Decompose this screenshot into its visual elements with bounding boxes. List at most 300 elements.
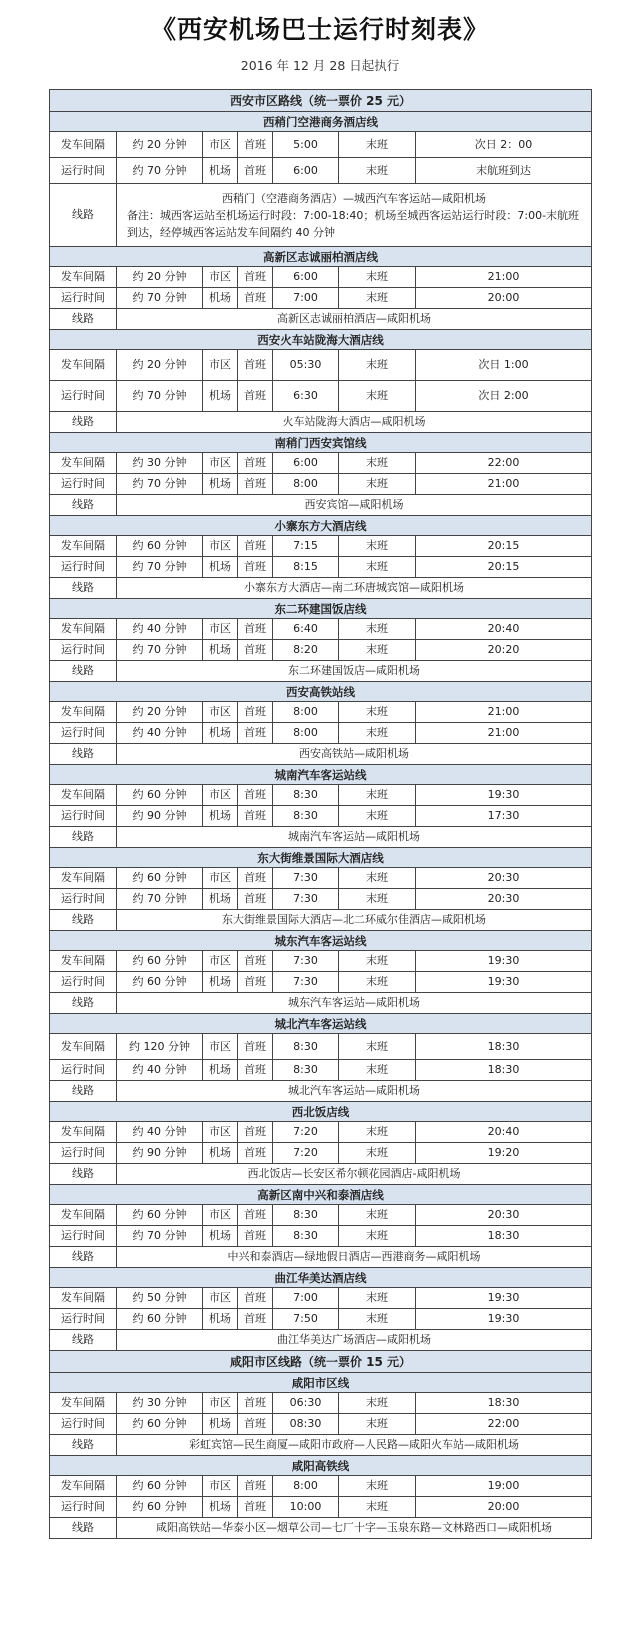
first-bus-label: 首班 bbox=[238, 1143, 273, 1164]
route-header-row bbox=[50, 1102, 592, 1122]
duration-label: 运行时间 bbox=[50, 288, 117, 309]
last-bus-label: 末班 bbox=[339, 1060, 416, 1081]
interval-label: 发车间隔 bbox=[50, 1205, 117, 1226]
route-header-row bbox=[50, 1456, 592, 1476]
route-header-row bbox=[50, 247, 592, 267]
interval-label: 发车间隔 bbox=[50, 785, 117, 806]
route-label: 线路 bbox=[50, 578, 117, 599]
route-path-row bbox=[50, 661, 592, 682]
last-bus-label: 末班 bbox=[339, 1205, 416, 1226]
duration-value: 约 70 分钟 bbox=[117, 288, 203, 309]
airport-last-time: 20:30 bbox=[416, 889, 592, 910]
duration-value: 约 70 分钟 bbox=[117, 381, 203, 412]
route-path-row bbox=[50, 1247, 592, 1268]
last-bus-label: 末班 bbox=[339, 1393, 416, 1414]
duration-value: 约 70 分钟 bbox=[117, 474, 203, 495]
duration-row bbox=[50, 1060, 592, 1081]
last-bus-label: 末班 bbox=[339, 972, 416, 993]
airport-last-time: 21:00 bbox=[416, 474, 592, 495]
route-label: 线路 bbox=[50, 744, 117, 765]
duration-value: 约 60 分钟 bbox=[117, 1309, 203, 1330]
duration-row bbox=[50, 1143, 592, 1164]
city-first-time: 8:00 bbox=[273, 702, 339, 723]
duration-value: 约 70 分钟 bbox=[117, 158, 203, 184]
duration-label: 运行时间 bbox=[50, 806, 117, 827]
city-last-time: 20:40 bbox=[416, 1122, 592, 1143]
interval-label: 发车间隔 bbox=[50, 267, 117, 288]
last-bus-label: 末班 bbox=[339, 1226, 416, 1247]
last-bus-label: 末班 bbox=[339, 1288, 416, 1309]
route-path-row bbox=[50, 993, 592, 1014]
route-path: 火车站陇海大酒店—咸阳机场 bbox=[117, 412, 592, 433]
airport-first-time: 6:00 bbox=[273, 158, 339, 184]
interval-row bbox=[50, 1034, 592, 1060]
route-path: 城东汽车客运站—咸阳机场 bbox=[117, 993, 592, 1014]
interval-row bbox=[50, 1205, 592, 1226]
origin-city-label: 市区 bbox=[203, 536, 238, 557]
interval-value: 约 60 分钟 bbox=[117, 1205, 203, 1226]
last-bus-label: 末班 bbox=[339, 1122, 416, 1143]
duration-row bbox=[50, 640, 592, 661]
duration-label: 运行时间 bbox=[50, 1414, 117, 1435]
city-first-time: 8:00 bbox=[273, 1476, 339, 1497]
city-last-time: 22:00 bbox=[416, 453, 592, 474]
last-bus-label: 末班 bbox=[339, 1309, 416, 1330]
route-note: 备注：城西客运站至机场运行时段：7:00-18:40；机场至城西客运站运行时段：7:00-末航班到达，经停城西客运站发车间隔约 40 分钟 bbox=[127, 208, 580, 239]
city-last-time: 20:30 bbox=[416, 868, 592, 889]
interval-value: 约 40 分钟 bbox=[117, 619, 203, 640]
airport-first-time: 7:50 bbox=[273, 1309, 339, 1330]
interval-label: 发车间隔 bbox=[50, 868, 117, 889]
duration-label: 运行时间 bbox=[50, 474, 117, 495]
last-bus-label: 末班 bbox=[339, 1034, 416, 1060]
last-bus-label: 末班 bbox=[339, 350, 416, 381]
last-bus-label: 末班 bbox=[339, 785, 416, 806]
city-first-time: 06:30 bbox=[273, 1393, 339, 1414]
last-bus-label: 末班 bbox=[339, 474, 416, 495]
airport-last-time: 17:30 bbox=[416, 806, 592, 827]
schedule-body bbox=[50, 90, 592, 1539]
airport-last-time: 20:00 bbox=[416, 1497, 592, 1518]
last-bus-label: 末班 bbox=[339, 868, 416, 889]
interval-row bbox=[50, 132, 592, 158]
interval-row bbox=[50, 1476, 592, 1497]
duration-value: 约 60 分钟 bbox=[117, 1414, 203, 1435]
first-bus-label: 首班 bbox=[238, 453, 273, 474]
origin-airport-label: 机场 bbox=[203, 1497, 238, 1518]
interval-label: 发车间隔 bbox=[50, 702, 117, 723]
route-path-row bbox=[50, 309, 592, 330]
first-bus-label: 首班 bbox=[238, 158, 273, 184]
route-path-row bbox=[50, 412, 592, 433]
route-path-row bbox=[50, 184, 592, 247]
city-last-time: 20:40 bbox=[416, 619, 592, 640]
city-last-time: 19:00 bbox=[416, 1476, 592, 1497]
route-label: 线路 bbox=[50, 1518, 117, 1539]
route-label: 线路 bbox=[50, 184, 117, 247]
route-path: 西安高铁站—咸阳机场 bbox=[117, 744, 592, 765]
duration-value: 约 60 分钟 bbox=[117, 1497, 203, 1518]
last-bus-label: 末班 bbox=[339, 1497, 416, 1518]
origin-city-label: 市区 bbox=[203, 1205, 238, 1226]
route-name: 曲江华美达酒店线 bbox=[50, 1268, 592, 1288]
interval-row bbox=[50, 536, 592, 557]
airport-first-time: 8:00 bbox=[273, 723, 339, 744]
origin-city-label: 市区 bbox=[203, 619, 238, 640]
city-last-time: 21:00 bbox=[416, 702, 592, 723]
route-header-row bbox=[50, 682, 592, 702]
route-label: 线路 bbox=[50, 412, 117, 433]
airport-first-time: 10:00 bbox=[273, 1497, 339, 1518]
route-path: 小寨东方大酒店—南二环唐城宾馆—咸阳机场 bbox=[117, 578, 592, 599]
route-path: 咸阳高铁站—华泰小区—烟草公司—七厂十字—玉泉东路—文林路西口—咸阳机场 bbox=[117, 1518, 592, 1539]
duration-value: 约 40 分钟 bbox=[117, 1060, 203, 1081]
route-label: 线路 bbox=[50, 910, 117, 931]
duration-row bbox=[50, 972, 592, 993]
airport-last-time: 19:30 bbox=[416, 1309, 592, 1330]
first-bus-label: 首班 bbox=[238, 1122, 273, 1143]
duration-row bbox=[50, 1497, 592, 1518]
first-bus-label: 首班 bbox=[238, 1060, 273, 1081]
airport-first-time: 8:30 bbox=[273, 1060, 339, 1081]
origin-city-label: 市区 bbox=[203, 951, 238, 972]
route-header-row bbox=[50, 931, 592, 951]
route-path-row bbox=[50, 827, 592, 848]
section-header-row bbox=[50, 1351, 592, 1373]
last-bus-label: 末班 bbox=[339, 267, 416, 288]
last-bus-label: 末班 bbox=[339, 702, 416, 723]
origin-airport-label: 机场 bbox=[203, 557, 238, 578]
interval-value: 约 60 分钟 bbox=[117, 1476, 203, 1497]
origin-airport-label: 机场 bbox=[203, 1309, 238, 1330]
interval-label: 发车间隔 bbox=[50, 132, 117, 158]
airport-last-time: 末航班到达 bbox=[416, 158, 592, 184]
interval-value: 约 60 分钟 bbox=[117, 536, 203, 557]
section-title: 西安市区路线（统一票价 25 元） bbox=[50, 90, 592, 112]
origin-city-label: 市区 bbox=[203, 785, 238, 806]
interval-label: 发车间隔 bbox=[50, 1393, 117, 1414]
city-last-time: 次日 1:00 bbox=[416, 350, 592, 381]
interval-label: 发车间隔 bbox=[50, 536, 117, 557]
first-bus-label: 首班 bbox=[238, 619, 273, 640]
airport-first-time: 7:30 bbox=[273, 889, 339, 910]
origin-city-label: 市区 bbox=[203, 132, 238, 158]
first-bus-label: 首班 bbox=[238, 868, 273, 889]
city-first-time: 8:30 bbox=[273, 1205, 339, 1226]
route-path: 高新区志诚丽柏酒店—咸阳机场 bbox=[117, 309, 592, 330]
interval-value: 约 60 分钟 bbox=[117, 868, 203, 889]
city-first-time: 6:00 bbox=[273, 267, 339, 288]
airport-first-time: 7:00 bbox=[273, 288, 339, 309]
city-last-time: 次日 2：00 bbox=[416, 132, 592, 158]
duration-row bbox=[50, 806, 592, 827]
interval-value: 约 60 分钟 bbox=[117, 951, 203, 972]
route-name: 咸阳市区线 bbox=[50, 1373, 592, 1393]
city-first-time: 8:30 bbox=[273, 1034, 339, 1060]
duration-row bbox=[50, 1226, 592, 1247]
route-label: 线路 bbox=[50, 661, 117, 682]
first-bus-label: 首班 bbox=[238, 1205, 273, 1226]
route-label: 线路 bbox=[50, 993, 117, 1014]
route-label: 线路 bbox=[50, 1247, 117, 1268]
last-bus-label: 末班 bbox=[339, 1143, 416, 1164]
last-bus-label: 末班 bbox=[339, 381, 416, 412]
last-bus-label: 末班 bbox=[339, 1414, 416, 1435]
schedule-table bbox=[49, 89, 592, 1539]
route-header-row bbox=[50, 765, 592, 785]
first-bus-label: 首班 bbox=[238, 1288, 273, 1309]
first-bus-label: 首班 bbox=[238, 381, 273, 412]
duration-row bbox=[50, 557, 592, 578]
interval-value: 约 30 分钟 bbox=[117, 453, 203, 474]
route-header-row bbox=[50, 433, 592, 453]
duration-row bbox=[50, 1414, 592, 1435]
route-name: 高新区南中兴和泰酒店线 bbox=[50, 1185, 592, 1205]
city-first-time: 7:15 bbox=[273, 536, 339, 557]
city-last-time: 19:30 bbox=[416, 785, 592, 806]
origin-airport-label: 机场 bbox=[203, 381, 238, 412]
route-path-row bbox=[50, 1164, 592, 1185]
origin-airport-label: 机场 bbox=[203, 1414, 238, 1435]
route-path-row bbox=[50, 744, 592, 765]
origin-airport-label: 机场 bbox=[203, 1143, 238, 1164]
airport-last-time: 20:00 bbox=[416, 288, 592, 309]
duration-value: 约 90 分钟 bbox=[117, 1143, 203, 1164]
first-bus-label: 首班 bbox=[238, 288, 273, 309]
duration-label: 运行时间 bbox=[50, 1226, 117, 1247]
duration-value: 约 70 分钟 bbox=[117, 640, 203, 661]
first-bus-label: 首班 bbox=[238, 1414, 273, 1435]
route-path bbox=[117, 184, 592, 247]
last-bus-label: 末班 bbox=[339, 288, 416, 309]
route-header-row bbox=[50, 599, 592, 619]
interval-value: 约 20 分钟 bbox=[117, 350, 203, 381]
interval-row bbox=[50, 267, 592, 288]
city-last-time: 19:30 bbox=[416, 1288, 592, 1309]
route-path: 东二环建国饭店—咸阳机场 bbox=[117, 661, 592, 682]
duration-row bbox=[50, 474, 592, 495]
airport-last-time: 次日 2:00 bbox=[416, 381, 592, 412]
interval-label: 发车间隔 bbox=[50, 350, 117, 381]
route-label: 线路 bbox=[50, 1435, 117, 1456]
last-bus-label: 末班 bbox=[339, 619, 416, 640]
route-path: 曲江华美达广场酒店—咸阳机场 bbox=[117, 1330, 592, 1351]
first-bus-label: 首班 bbox=[238, 785, 273, 806]
origin-airport-label: 机场 bbox=[203, 1226, 238, 1247]
first-bus-label: 首班 bbox=[238, 1393, 273, 1414]
route-path-row bbox=[50, 1081, 592, 1102]
city-last-time: 18:30 bbox=[416, 1034, 592, 1060]
first-bus-label: 首班 bbox=[238, 972, 273, 993]
route-header-row bbox=[50, 1268, 592, 1288]
interval-row bbox=[50, 1393, 592, 1414]
first-bus-label: 首班 bbox=[238, 536, 273, 557]
route-header-row bbox=[50, 848, 592, 868]
route-label: 线路 bbox=[50, 1164, 117, 1185]
duration-label: 运行时间 bbox=[50, 723, 117, 744]
interval-label: 发车间隔 bbox=[50, 1034, 117, 1060]
route-header-row bbox=[50, 330, 592, 350]
last-bus-label: 末班 bbox=[339, 557, 416, 578]
last-bus-label: 末班 bbox=[339, 640, 416, 661]
route-header-row bbox=[50, 1014, 592, 1034]
city-last-time: 19:30 bbox=[416, 951, 592, 972]
interval-value: 约 120 分钟 bbox=[117, 1034, 203, 1060]
airport-last-time: 21:00 bbox=[416, 723, 592, 744]
duration-label: 运行时间 bbox=[50, 1060, 117, 1081]
airport-first-time: 8:30 bbox=[273, 806, 339, 827]
duration-row bbox=[50, 889, 592, 910]
city-last-time: 18:30 bbox=[416, 1393, 592, 1414]
duration-label: 运行时间 bbox=[50, 1143, 117, 1164]
duration-value: 约 70 分钟 bbox=[117, 1226, 203, 1247]
last-bus-label: 末班 bbox=[339, 132, 416, 158]
last-bus-label: 末班 bbox=[339, 1476, 416, 1497]
last-bus-label: 末班 bbox=[339, 806, 416, 827]
duration-value: 约 60 分钟 bbox=[117, 972, 203, 993]
route-header-row bbox=[50, 1185, 592, 1205]
city-first-time: 5:00 bbox=[273, 132, 339, 158]
city-last-time: 20:30 bbox=[416, 1205, 592, 1226]
route-path-row bbox=[50, 1330, 592, 1351]
airport-last-time: 18:30 bbox=[416, 1060, 592, 1081]
origin-airport-label: 机场 bbox=[203, 474, 238, 495]
effective-date: 2016 年 12 月 28 日起执行 bbox=[240, 58, 400, 73]
duration-label: 运行时间 bbox=[50, 889, 117, 910]
airport-last-time: 20:20 bbox=[416, 640, 592, 661]
origin-airport-label: 机场 bbox=[203, 288, 238, 309]
interval-row bbox=[50, 702, 592, 723]
route-name: 东大街维景国际大酒店线 bbox=[50, 848, 592, 868]
route-path-row bbox=[50, 1518, 592, 1539]
origin-airport-label: 机场 bbox=[203, 1060, 238, 1081]
first-bus-label: 首班 bbox=[238, 1034, 273, 1060]
route-path-row bbox=[50, 1435, 592, 1456]
route-header-row bbox=[50, 1373, 592, 1393]
interval-value: 约 50 分钟 bbox=[117, 1288, 203, 1309]
first-bus-label: 首班 bbox=[238, 640, 273, 661]
origin-city-label: 市区 bbox=[203, 267, 238, 288]
city-first-time: 7:00 bbox=[273, 1288, 339, 1309]
airport-first-time: 8:20 bbox=[273, 640, 339, 661]
airport-first-time: 8:30 bbox=[273, 1226, 339, 1247]
route-path: 城北汽车客运站—咸阳机场 bbox=[117, 1081, 592, 1102]
duration-row bbox=[50, 723, 592, 744]
route-path-row bbox=[50, 910, 592, 931]
duration-row bbox=[50, 288, 592, 309]
airport-last-time: 19:20 bbox=[416, 1143, 592, 1164]
route-path: 东大街维景国际大酒店—北二环威尔佳酒店—咸阳机场 bbox=[117, 910, 592, 931]
interval-value: 约 30 分钟 bbox=[117, 1393, 203, 1414]
interval-value: 约 40 分钟 bbox=[117, 1122, 203, 1143]
origin-city-label: 市区 bbox=[203, 1476, 238, 1497]
origin-city-label: 市区 bbox=[203, 453, 238, 474]
interval-value: 约 20 分钟 bbox=[117, 702, 203, 723]
first-bus-label: 首班 bbox=[238, 806, 273, 827]
origin-city-label: 市区 bbox=[203, 868, 238, 889]
route-name: 城南汽车客运站线 bbox=[50, 765, 592, 785]
route-header-row bbox=[50, 516, 592, 536]
airport-first-time: 8:15 bbox=[273, 557, 339, 578]
route-label: 线路 bbox=[50, 827, 117, 848]
interval-row bbox=[50, 1288, 592, 1309]
interval-row bbox=[50, 951, 592, 972]
duration-value: 约 70 分钟 bbox=[117, 889, 203, 910]
origin-airport-label: 机场 bbox=[203, 972, 238, 993]
airport-last-time: 20:15 bbox=[416, 557, 592, 578]
last-bus-label: 末班 bbox=[339, 951, 416, 972]
route-name: 小寨东方大酒店线 bbox=[50, 516, 592, 536]
section-header-row bbox=[50, 90, 592, 112]
airport-first-time: 6:30 bbox=[273, 381, 339, 412]
airport-first-time: 7:20 bbox=[273, 1143, 339, 1164]
route-path: 西安宾馆—咸阳机场 bbox=[117, 495, 592, 516]
interval-value: 约 20 分钟 bbox=[117, 132, 203, 158]
interval-row bbox=[50, 453, 592, 474]
city-first-time: 6:00 bbox=[273, 453, 339, 474]
origin-airport-label: 机场 bbox=[203, 889, 238, 910]
route-path: 中兴和泰酒店—绿地假日酒店—西港商务—咸阳机场 bbox=[117, 1247, 592, 1268]
city-first-time: 7:30 bbox=[273, 868, 339, 889]
first-bus-label: 首班 bbox=[238, 1497, 273, 1518]
interval-label: 发车间隔 bbox=[50, 1288, 117, 1309]
interval-value: 约 20 分钟 bbox=[117, 267, 203, 288]
airport-first-time: 08:30 bbox=[273, 1414, 339, 1435]
duration-row bbox=[50, 1309, 592, 1330]
first-bus-label: 首班 bbox=[238, 1226, 273, 1247]
origin-city-label: 市区 bbox=[203, 702, 238, 723]
origin-airport-label: 机场 bbox=[203, 723, 238, 744]
last-bus-label: 末班 bbox=[339, 889, 416, 910]
route-header-row bbox=[50, 112, 592, 132]
duration-label: 运行时间 bbox=[50, 1309, 117, 1330]
first-bus-label: 首班 bbox=[238, 474, 273, 495]
origin-airport-label: 机场 bbox=[203, 158, 238, 184]
city-last-time: 21:00 bbox=[416, 267, 592, 288]
route-path: 西北饭店—长安区希尔顿花园酒店-咸阳机场 bbox=[117, 1164, 592, 1185]
interval-label: 发车间隔 bbox=[50, 951, 117, 972]
duration-label: 运行时间 bbox=[50, 381, 117, 412]
route-name: 东二环建国饭店线 bbox=[50, 599, 592, 619]
airport-last-time: 18:30 bbox=[416, 1226, 592, 1247]
route-name: 西安火车站陇海大酒店线 bbox=[50, 330, 592, 350]
interval-row bbox=[50, 350, 592, 381]
duration-label: 运行时间 bbox=[50, 158, 117, 184]
route-path: 彩虹宾馆—民生商厦—咸阳市政府—人民路—咸阳火车站—咸阳机场 bbox=[117, 1435, 592, 1456]
route-label: 线路 bbox=[50, 309, 117, 330]
route-name: 西北饭店线 bbox=[50, 1102, 592, 1122]
city-first-time: 6:40 bbox=[273, 619, 339, 640]
city-first-time: 7:20 bbox=[273, 1122, 339, 1143]
duration-label: 运行时间 bbox=[50, 640, 117, 661]
route-name: 城东汽车客运站线 bbox=[50, 931, 592, 951]
origin-airport-label: 机场 bbox=[203, 806, 238, 827]
duration-label: 运行时间 bbox=[50, 1497, 117, 1518]
last-bus-label: 末班 bbox=[339, 158, 416, 184]
route-name: 高新区志诚丽柏酒店线 bbox=[50, 247, 592, 267]
route-stops: 西稍门（空港商务酒店）—城西汽车客运站—咸阳机场 bbox=[222, 191, 486, 205]
interval-row bbox=[50, 1122, 592, 1143]
section-title: 咸阳市区线路（统一票价 15 元） bbox=[50, 1351, 592, 1373]
origin-city-label: 市区 bbox=[203, 1288, 238, 1309]
airport-first-time: 8:00 bbox=[273, 474, 339, 495]
first-bus-label: 首班 bbox=[238, 723, 273, 744]
origin-city-label: 市区 bbox=[203, 350, 238, 381]
duration-value: 约 70 分钟 bbox=[117, 557, 203, 578]
page-title: 《西安机场巴士运行时刻表》 bbox=[150, 15, 489, 44]
origin-city-label: 市区 bbox=[203, 1393, 238, 1414]
interval-label: 发车间隔 bbox=[50, 1122, 117, 1143]
